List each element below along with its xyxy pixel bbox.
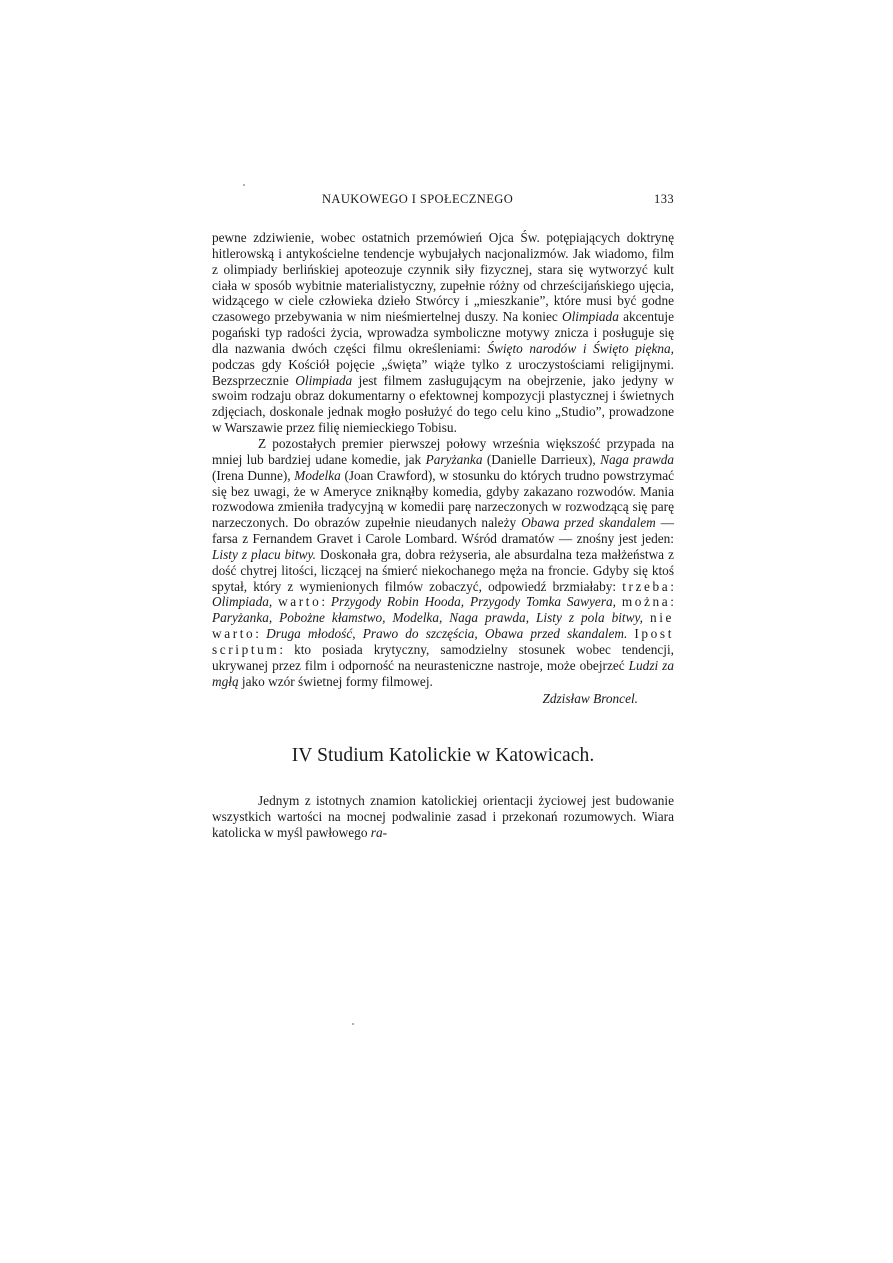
italic-title-run: Modelka <box>294 467 341 483</box>
running-title: NAUKOWEGO I SPOŁECZNEGO <box>322 192 514 206</box>
italic-title-run: Przygody Robin Hooda, Przygody Tomka Sawyera, <box>330 594 616 610</box>
italic-title-run: Paryżanka, Pobożne kłamstwo, Modelka, Naga prawda, Listy z pola bitwy, <box>212 610 643 626</box>
italic-title-run: Ludzi za mgłą <box>212 657 674 689</box>
italic-title-run: Naga prawda <box>600 451 674 467</box>
author-signature: Zdzisław Broncel. <box>542 691 638 707</box>
review-paragraph: Z pozostałych premier pierwszej połowy września większość przypada na mniej lub bardziej udane komedie, jak Paryżanka (Danielle Darrieux), Naga prawda (Irena Dunne), Modelka (Joan Crawford), w stosunku do których trudno powstrzymać się bez uwagi, że w Ameryce zniknąłby komedia, gdyby zakazano rozwodów. Mania rozwodowa zmieniła tradycyjną w komedii parę narzeczonych w rozwodzącą się parę narzeczonych. Do obrazów zupełnie nieudanych należy Obawa przed skandalem — farsa z Fernandem Gravet i Carole Lombard. Wśród dramatów — znośny jest jeden: Listy z placu bitwy. Doskonała gra, dobra reżyseria, ale absurdalna teza małżeństwa z dość chytrej litości, liczącej na śmierć niekochanego męża na froncie. Gdyby się ktoś spytał, który z wymienionych filmów zobaczyć, odpowiedź brzmiałaby: trzeba: Olimpiada, warto: Przygody Robin Hooda, Przygody Tomka Sawyera, można: Paryżanka, Pobożne kłamstwo, Modelka, Naga prawda, Listy z pola bitwy, nie warto: Druga młodość, Prawo do szczęścia, Obawa przed skandalem. Ipost scriptum: kto posiada krytyczny, samodzielny stosunek wobec tendencji, ukrywanej przez film i odporność na neurasteniczne nastroje, może obejrzeć Ludzi za mgłą jako wzór świetnej formy filmowej. <box>212 435 675 689</box>
review-paragraph: pewne zdziwienie, wobec ostatnich przemówień Ojca Św. potępiających doktrynę hitlerowską i antykościelne tendencje wybujałych nacjonalizmów. Jak wiadomo, film z olimpiady berlińskiej apoteozuje czynnik siły fizycznej, stara się wytworzyć kult ciała w sposób wybitnie materialistyczny, zupełnie różny od chrześcijańskiego ujęcia, widzącego w ciele człowieka dzieło Stwórcy i „mieszkanie”, które musi być godne czasowego przebywania w nim nieśmiertelnej duszy. Na koniec Olimpiada akcentuje pogański typ radości życia, wprowadza symboliczne motywy znicza i posługuje się dla nazwania dwóch części filmu określeniami: Święto narodów i Święto piękna, podczas gdy Kościół pojęcie „święta” wiąże tylko z uroczystościami religijnymi. Bezsprzecznie Olimpiada jest filmem zasługującym na obejrzenie, jako jedyny w swoim rodzaju obraz dokumentarny o efektownej kompozycji plastycznej i świetnych zdjęciach, doskonale jednak mogło posłużyć do tego celu kino „Studio”, prowadzone w Warszawie przez filię niemieckiego Tobisu. <box>212 230 675 436</box>
spaced-emphasis-run: Ipost scriptum <box>212 626 674 657</box>
scan-speck <box>243 184 245 186</box>
section-paragraph: Jednym z istotnych znamion katolickiej orientacji życiowej jest budowanie wszystkich wartości na mocnej podwalinie zasad i przekonań rozumowych. Wiara katolicka w myśl pawłowego ra- <box>212 793 674 840</box>
page-body <box>212 230 674 841</box>
italic-title-run: Olimpiada <box>295 372 353 388</box>
spaced-emphasis-run: nie warto <box>212 610 675 642</box>
italic-title-run: Święto narodów i Święto piękna, <box>487 340 675 356</box>
spaced-emphasis-run: trzeba <box>622 578 671 594</box>
scan-speck <box>352 1023 354 1025</box>
section-heading: IV Studium Katolickie w Katowicach. <box>291 745 595 767</box>
italic-title-run: Olimpiada <box>561 309 619 325</box>
italic-title-run: Druga młodość, Prawo do szczęścia, Obawa przed skandalem. <box>266 626 628 642</box>
page-number: 133 <box>654 192 674 206</box>
italic-title-run: Paryżanka <box>425 451 483 467</box>
spaced-emphasis-run: warto <box>278 594 322 610</box>
page-header <box>212 192 674 210</box>
italic-title-run: ra- <box>370 825 388 840</box>
italic-title-run: Listy z placu bitwy. <box>212 546 316 562</box>
italic-title-run: Obawa przed skandalem <box>521 515 656 531</box>
spaced-emphasis-run: można <box>621 594 671 610</box>
italic-title-run: Olimpiada, <box>212 594 273 610</box>
